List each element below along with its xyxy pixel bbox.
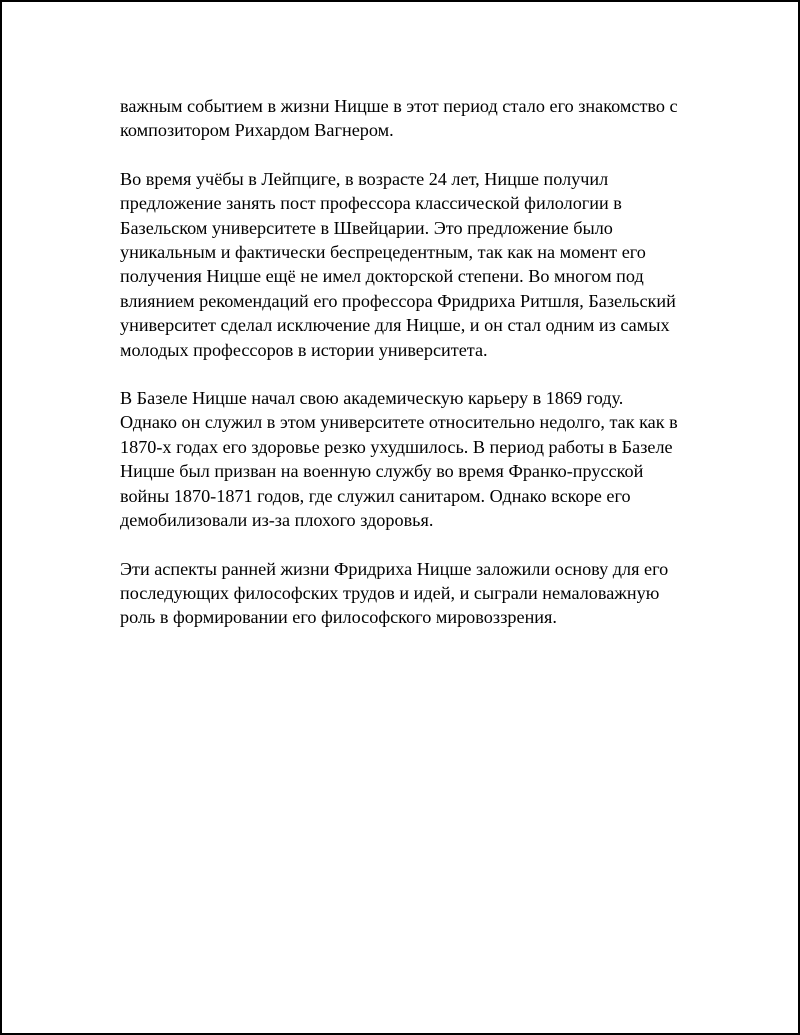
text-line: 1870-х годах его здоровье резко ухудшилось. В период работы в Базеле <box>120 436 673 457</box>
text-line: Однако он служил в этом университете относительно недолго, так как в <box>120 412 678 433</box>
text-line: университет сделал исключение для Ницше, и он стал одним из самых <box>120 315 670 336</box>
text-line: Во время учёбы в Лейпциге, в возрасте 24 лет, Ницше получил <box>120 168 609 189</box>
text-line: Эти аспекты ранней жизни Фридриха Ницше заложили основу для его <box>120 558 669 579</box>
text-line: молодых профессоров в истории университета. <box>120 339 488 360</box>
paragraph-wagner <box>120 94 700 143</box>
text-line: композитором Рихардом Вагнером. <box>120 120 394 141</box>
text-line: войны 1870-1871 годов, где служил санитаром. Однако вскоре его <box>120 485 631 506</box>
text-line: Ницше был призван на военную службу во время Франко-прусской <box>120 461 644 482</box>
text-line: последующих философских трудов и идей, и сыграли немаловажную <box>120 582 660 603</box>
text-line: роль в формировании его философского мировоззрения. <box>120 607 557 628</box>
document-body <box>120 94 700 654</box>
text-line: предложение занять пост профессора классической филологии в <box>120 193 622 214</box>
paragraph-leipzig <box>120 167 700 362</box>
text-line: Базельском университете в Швейцарии. Это предложение было <box>120 217 613 238</box>
text-line: влиянием рекомендаций его профессора Фридриха Ритшля, Базельский <box>120 290 676 311</box>
text-line: демобилизовали из-за плохого здоровья. <box>120 510 434 531</box>
paragraph-conclusion <box>120 557 700 630</box>
text-line: В Базеле Ницше начал свою академическую карьеру в 1869 году. <box>120 388 624 409</box>
text-line: уникальным и фактически беспрецедентным, так как на момент его <box>120 242 646 263</box>
text-line: получения Ницше ещё не имел докторской степени. Во многом под <box>120 266 644 287</box>
text-line: важным событием в жизни Ницше в этот период стало его знакомство с <box>120 96 678 116</box>
paragraph-basel <box>120 386 700 532</box>
